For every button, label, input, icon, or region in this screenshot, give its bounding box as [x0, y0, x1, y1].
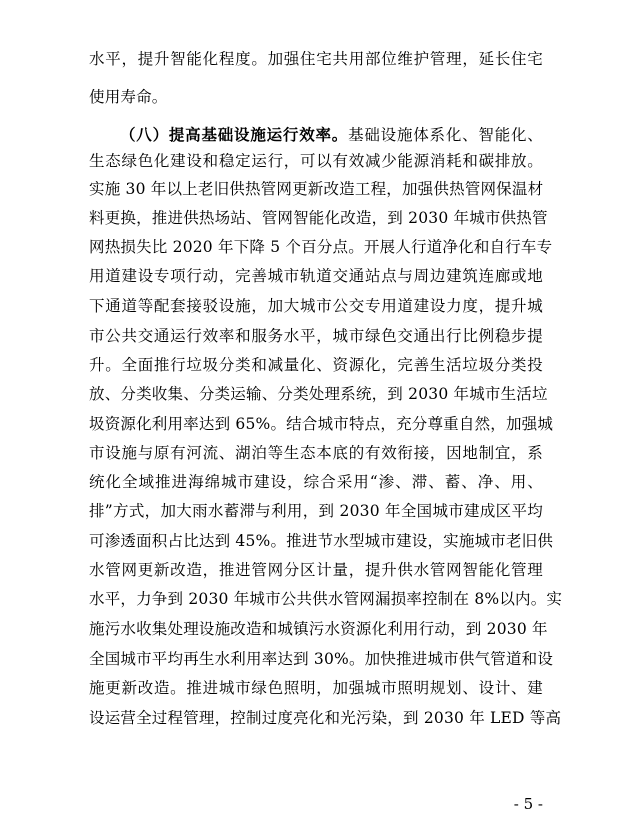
- text-line: 水管网更新改造，推进管网分区计量，提升供水管网智能化管理: [89, 561, 543, 579]
- text-line: 使用寿命。: [89, 88, 168, 106]
- text-line: 下通道等配套接驳设施，加大城市公交专用道建设力度，提升城: [89, 297, 543, 315]
- text-line: 设运营全过程管理，控制过度亮化和光污染，到 2030 年 LED 等高: [89, 709, 562, 727]
- text-line: 排”方式，加大雨水蓄滞与利用，到 2030 年全国城市建成区平均: [89, 502, 543, 520]
- text-line: 统化全域推进海绵城市建设，综合采用“渗、滞、蓄、净、用、: [89, 473, 543, 491]
- text-line: 升。全面推行垃圾分类和减量化、资源化，完善生活垃圾分类投: [89, 356, 543, 374]
- text-run: 基础设施体系化、智能化、: [348, 126, 543, 144]
- text-line: 施更新改造。推进城市绿色照明，加强城市照明规划、设计、建: [89, 679, 543, 697]
- text-line: 可渗透面积占比达到 45%。推进节水型城市建设，实施城市老旧供: [89, 532, 554, 550]
- text-line: 市设施与原有河流、湖泊等生态本底的有效衔接，因地制宜，系: [89, 444, 543, 462]
- text-line: 施污水收集处理设施改造和城镇污水资源化利用行动，到 2030 年: [89, 620, 548, 638]
- text-line: 水平，力争到 2030 年城市公共供水管网漏损率控制在 8%以内。实: [89, 590, 563, 608]
- text-line: 放、分类收集、分类运输、分类处理系统，到 2030 年城市生活垃: [89, 385, 548, 403]
- page-number: - 5 -: [513, 795, 543, 813]
- text-line: 用道建设专项行动，完善城市轨道交通站点与周边建筑连廊或地: [89, 267, 543, 285]
- section-first-line: [120, 124, 543, 146]
- text-line: 网热损失比 2020 年下降 5 个百分点。开展人行道净化和自行车专: [89, 238, 553, 256]
- text-line: 实施 30 年以上老旧供热管网更新改造工程，加强供热管网保温材: [89, 180, 544, 198]
- text-line: 全国城市平均再生水利用率达到 30%。加快推进城市供气管道和设: [89, 650, 554, 668]
- text-line: 水平，提升智能化程度。加强住宅共用部位维护管理，延长住宅: [89, 50, 543, 68]
- text-line: 市公共交通运行效率和服务水平，城市绿色交通出行比例稳步提: [89, 327, 543, 345]
- text-line: 料更换，推进供热场站、管网智能化改造，到 2030 年城市供热管: [89, 209, 548, 227]
- text-line: 圾资源化利用率达到 65%。结合城市特点，充分尊重自然，加强城: [89, 415, 554, 433]
- text-line: 生态绿色化建设和稳定运行，可以有效减少能源消耗和碳排放。: [89, 152, 543, 170]
- section-heading: （八）提高基础设施运行效率。: [120, 125, 349, 144]
